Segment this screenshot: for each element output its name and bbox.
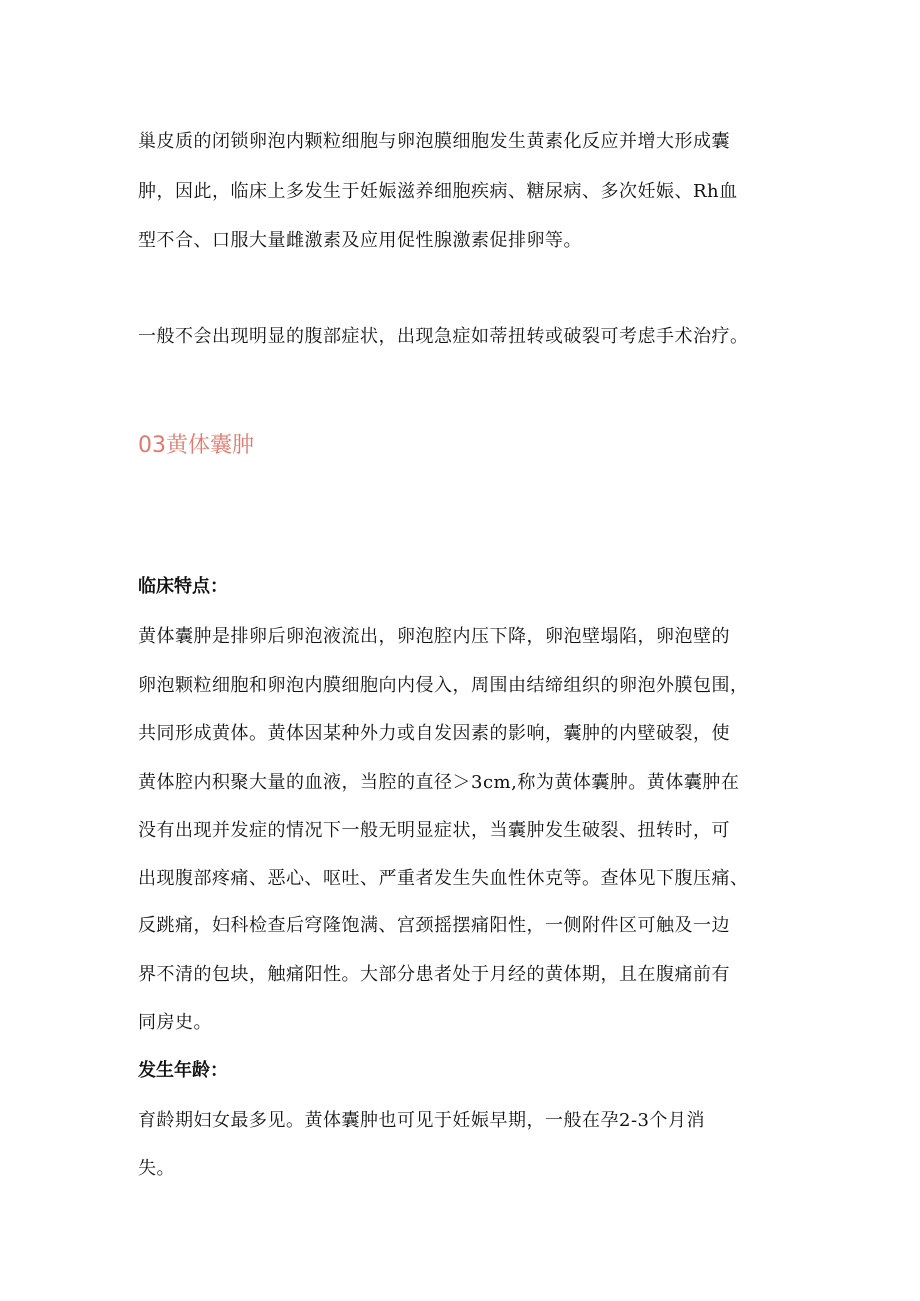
intro-line-1: 巢皮质的闭锁卵泡内颗粒细胞与卵泡膜细胞发生黄素化反应并增大形成囊 <box>138 131 730 152</box>
age-label: 发生年龄： <box>138 1060 228 1081</box>
clinical-line-5: 没有出现并发症的情况下一般无明显症状，当囊肿发生破裂、扭转时，可 <box>138 820 730 841</box>
section-title: 03黄体囊肿 <box>138 433 254 458</box>
clinical-label: 临床特点： <box>138 576 228 597</box>
intro-line-2: 肿，因此，临床上多发生于妊娠滋养细胞疾病、糖尿病、多次妊娠、Rh血 <box>138 181 738 202</box>
clinical-line-1: 黄体囊肿是排卵后卵泡液流出，卵泡腔内压下降，卵泡壁塌陷，卵泡壁的 <box>138 626 730 647</box>
age-line-2: 失。 <box>138 1158 175 1179</box>
clinical-line-7: 反跳痛，妇科检查后穹隆饱满、宫颈摇摆痛阳性，一侧附件区可触及一边 <box>138 915 730 936</box>
clinical-line-4: 黄体腔内积聚大量的血液，当腔的直径＞3cm,称为黄体囊肿。黄体囊肿在 <box>138 772 740 793</box>
clinical-line-9: 同房史。 <box>138 1012 212 1033</box>
clinical-line-8: 界不清的包块，触痛阳性。大部分患者处于月经的黄体期，且在腹痛前有 <box>138 964 730 985</box>
intro-note: 一般不会出现明显的腹部症状，出现急症如蒂扭转或破裂可考虑手术治疗。 <box>138 326 749 347</box>
age-line-1: 育龄期妇女最多见。黄体囊肿也可见于妊娠早期，一般在孕2-3个月消 <box>138 1110 705 1131</box>
clinical-line-3: 共同形成黄体。黄体因某种外力或自发因素的影响，囊肿的内壁破裂，使 <box>138 723 730 744</box>
clinical-line-2: 卵泡颗粒细胞和卵泡内膜细胞向内侵入，周围由结缔组织的卵泡外膜包围， <box>138 675 749 696</box>
intro-line-3: 型不合、口服大量雌激素及应用促性腺激素促排卵等。 <box>138 230 582 251</box>
clinical-line-6: 出现腹部疼痛、恶心、呕吐、严重者发生失血性休克等。查体见下腹压痛、 <box>138 868 749 889</box>
